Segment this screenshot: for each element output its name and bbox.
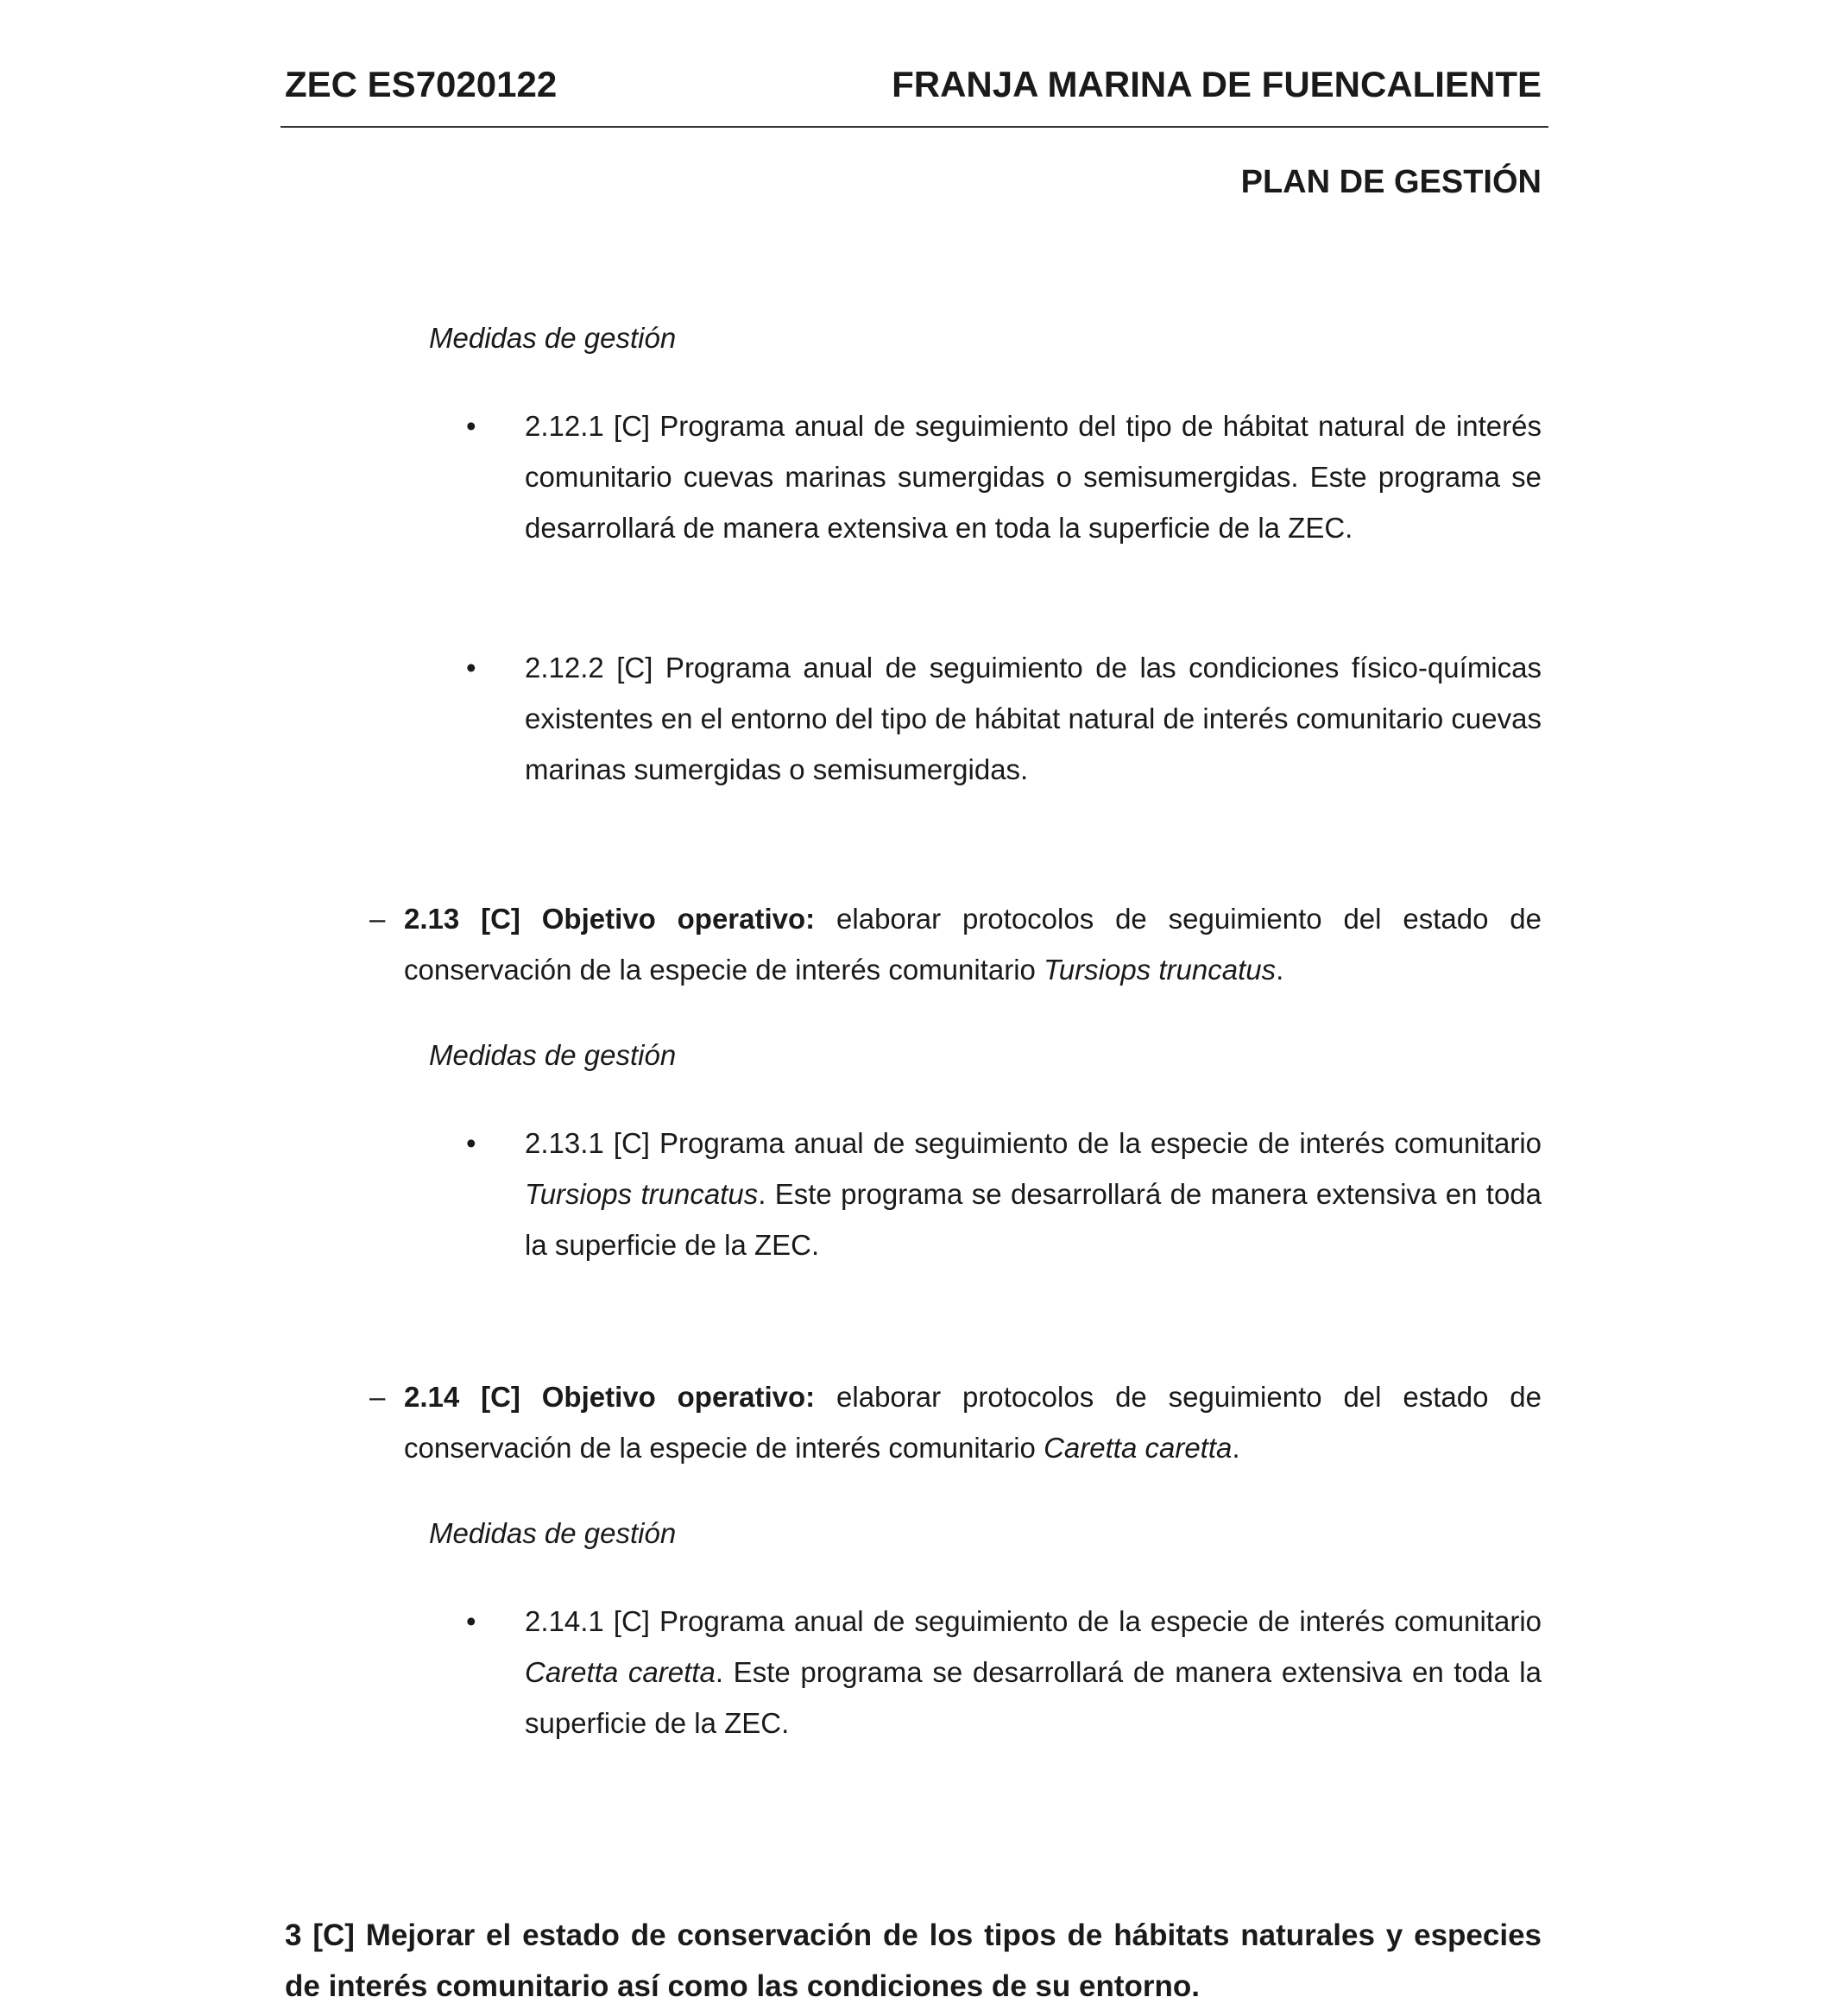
species-name: Caretta caretta (1044, 1432, 1233, 1464)
bullet-glyph: • (466, 652, 476, 684)
measure-text-2-13-1 (525, 1118, 1542, 1270)
measure-text-2-14-1 (525, 1596, 1542, 1748)
measure-post: . Este programa se desarrollará de manera extensiva en toda la superficie de la ZEC. (525, 1178, 1542, 1261)
medidas-label-2-13: Medidas de gestión (429, 1039, 677, 1071)
list-item-2-12-1 (466, 400, 1542, 553)
list-item-2-13-1 (466, 1118, 1542, 1270)
objective-heading: 2.13 [C] Objetivo operativo: (404, 903, 816, 935)
objective-2-13 (369, 893, 1542, 995)
measure-text-2-12-2: 2.12.2 [C] Programa anual de seguimiento de las condiciones físico-químicas existentes en el entorno del tipo de hábitat natural de interés comunitario cuevas marinas sumergidas o semisumergidas. (525, 652, 1542, 785)
header-subtitle: PLAN DE GESTIÓN (1240, 164, 1542, 200)
species-name: Tursiops truncatus (1044, 954, 1277, 986)
header-site-name: FRANJA MARINA DE FUENCALIENTE (892, 64, 1542, 104)
bullet-glyph: • (466, 1127, 476, 1159)
objective-2-14 (369, 1371, 1542, 1473)
objective-text-2-14 (404, 1371, 1542, 1473)
objective-end: . (1232, 1432, 1240, 1464)
list-item-2-12-2 (466, 642, 1542, 795)
objective-end: . (1276, 954, 1284, 986)
dash-marker: – (369, 903, 386, 935)
species-name: Tursiops truncatus (525, 1178, 759, 1210)
medidas-label-2-14: Medidas de gestión (429, 1517, 677, 1549)
dash-marker: – (369, 1381, 386, 1413)
objective-body: elaborar protocolos de seguimiento del estado de conservación de la especie de interés comunitario (404, 903, 1542, 986)
species-name: Caretta caretta (525, 1656, 716, 1688)
measure-post: . Este programa se desarrollará de manera extensiva en toda la superficie de la ZEC. (525, 1656, 1542, 1739)
objective-text-2-13 (404, 893, 1542, 995)
list-item-2-14-1 (466, 1596, 1542, 1748)
objective-heading: 2.14 [C] Objetivo operativo: (404, 1381, 816, 1413)
measure-pre: 2.14.1 [C] Programa anual de seguimiento de la especie de interés comunitario (525, 1605, 1542, 1637)
goal-3-heading: 3 [C] Mejorar el estado de conservación de los tipos de hábitats naturales y especies de interés comunitario así como las condiciones de su entorno. (285, 1918, 1542, 2003)
medidas-label-2-12: Medidas de gestión (429, 322, 677, 354)
header-divider (281, 126, 1548, 128)
header-zec-code: ZEC ES7020122 (285, 64, 558, 104)
bullet-glyph: • (466, 410, 476, 442)
bullet-glyph: • (466, 1605, 476, 1637)
measure-text-2-12-1: 2.12.1 [C] Programa anual de seguimiento del tipo de hábitat natural de interés comunitario cuevas marinas sumergidas o semisumergidas. Este programa se desarrollará de manera extensiva en toda la superficie de la ZEC. (525, 410, 1542, 544)
objective-body: elaborar protocolos de seguimiento del estado de conservación de la especie de interés comunitario (404, 1381, 1542, 1464)
measure-pre: 2.13.1 [C] Programa anual de seguimiento de la especie de interés comunitario (525, 1127, 1542, 1159)
